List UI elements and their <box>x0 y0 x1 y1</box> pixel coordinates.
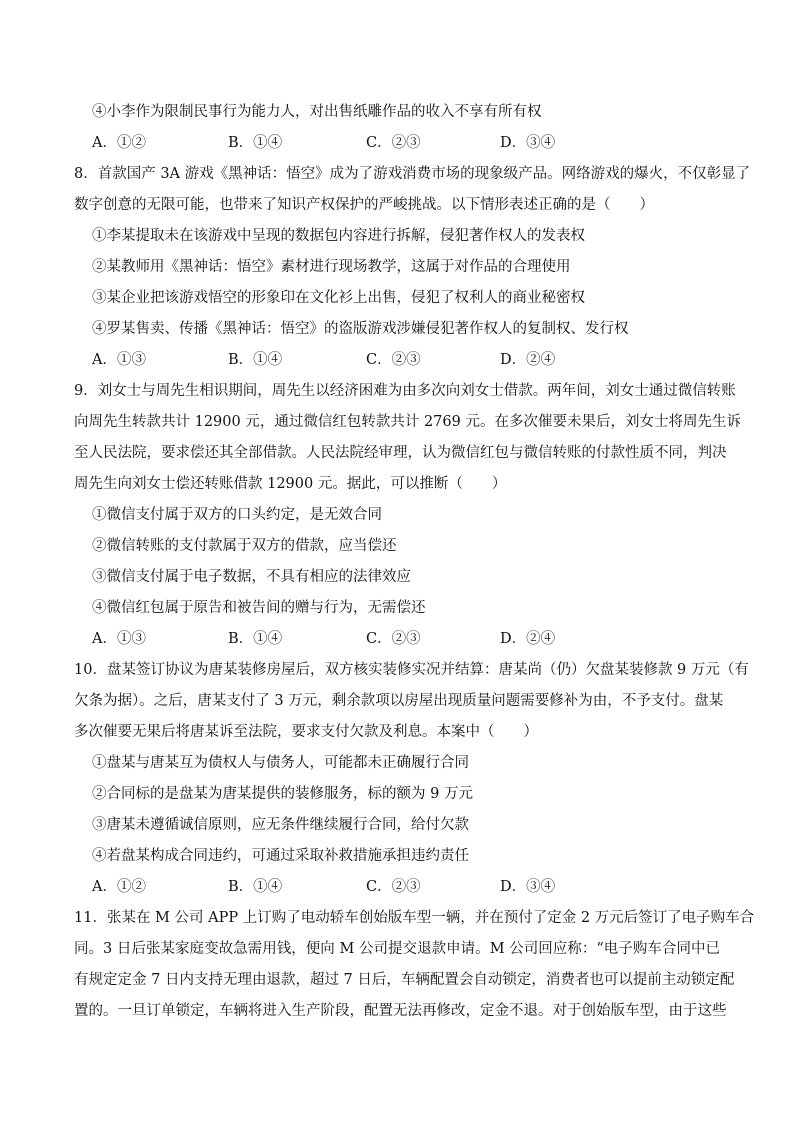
q10-option-b[interactable]: B．①④ <box>228 879 283 895</box>
q8-statement-3: ③某企业把该游戏悟空的形象印在文化衫上出售，侵犯了权利人的商业秘密权 <box>92 290 585 306</box>
q8-statement-4: ④罗某售卖、传播《黑神话：悟空》的盗版游戏涉嫌侵犯著作权人的复制权、发行权 <box>92 321 629 337</box>
q9-statement-2: ②微信转账的支付款属于双方的借款，应当偿还 <box>92 538 397 554</box>
q9-stem-line-1: 9．刘女士与周先生相识期间，周先生以经济困难为由多次向刘女士借款。两年间，刘女士通过微信转账 <box>74 383 736 399</box>
q9-statement-3: ③微信支付属于电子数据，不具有相应的法律效应 <box>92 569 411 585</box>
q11-stem-line-3: 有规定定金 7 日内支持无理由退款，超过 7 日后，车辆配置会自动锁定，消费者也可以提前主动锁定配 <box>74 972 735 988</box>
q10-stem-line-3: 多次催要无果后将唐某诉至法院，要求支付欠款及利息。本案中（ ） <box>74 724 538 740</box>
q9-option-a[interactable]: A．①③ <box>92 631 146 647</box>
q9-option-d[interactable]: D．②④ <box>500 631 556 647</box>
q8-statement-2: ②某教师用《黑神话：悟空》素材进行现场教学，这属于对作品的合理使用 <box>92 259 571 275</box>
q10-stem-line-2: 欠条为据）。之后，唐某支付了 3 万元，剩余款项以房屋出现质量问题需要修补为由，不予支付。盘某 <box>74 693 724 709</box>
q10-statement-2: ②合同标的是盘某为唐某提供的装修服务，标的额为 9 万元 <box>92 786 473 802</box>
option-c[interactable]: C．②③ <box>366 135 421 151</box>
q10-statement-1: ①盘某与唐某互为债权人与债务人，可能都未正确履行合同 <box>92 755 469 771</box>
q10-stem-line-1: 10．盘某签订协议为唐某装修房屋后，双方核实装修实况并结算：唐某尚（仍）欠盘某装修款 9 万元（有 <box>74 662 749 678</box>
q10-option-a[interactable]: A．①② <box>92 879 146 895</box>
q9-option-b[interactable]: B．①④ <box>228 631 283 647</box>
q9-stem-line-2: 向周先生转款共计 12900 元，通过微信红包转款共计 2769 元。在多次催要未果后，刘女士将周先生诉 <box>74 414 741 430</box>
option-d[interactable]: D．③④ <box>500 135 556 151</box>
q11-stem-line-2: 同。3 日后张某家庭变故急需用钱，便向 M 公司提交退款申请。M 公司回应称：“电子购车合同中已 <box>74 941 720 957</box>
q9-stem-line-3: 至人民法院，要求偿还其全部借款。人民法院经审理，认为微信红包与微信转账的付款性质不同，判决 <box>74 445 727 461</box>
q8-option-a[interactable]: A．①③ <box>92 352 146 368</box>
q9-option-c[interactable]: C．②③ <box>366 631 421 647</box>
q11-stem-line-4: 置的。一旦订单锁定，车辆将进入生产阶段，配置无法再修改，定金不退。对于创始版车型，由于这些 <box>74 1003 727 1019</box>
statement-4-top: ④小李作为限制民事行为能力人，对出售纸雕作品的收入不享有所有权 <box>92 104 542 120</box>
q8-option-d[interactable]: D．②④ <box>500 352 556 368</box>
q9-statement-1: ①微信支付属于双方的口头约定，是无效合同 <box>92 507 382 523</box>
q10-statement-4: ④若盘某构成合同违约，可通过采取补救措施承担违约责任 <box>92 848 469 864</box>
q10-statement-3: ③唐某未遵循诚信原则，应无条件继续履行合同，给付欠款 <box>92 817 469 833</box>
q8-stem-line-1: 8．首款国产 3A 游戏《黑神话：悟空》成为了游戏消费市场的现象级产品。网络游戏的爆火，不仅彰显了 <box>74 166 751 182</box>
q10-option-d[interactable]: D．③④ <box>500 879 556 895</box>
q8-statement-1: ①李某提取未在该游戏中呈现的数据包内容进行拆解，侵犯著作权人的发表权 <box>92 228 585 244</box>
q8-option-b[interactable]: B．①④ <box>228 352 283 368</box>
q9-statement-4: ④微信红包属于原告和被告间的赠与行为，无需偿还 <box>92 600 426 616</box>
q9-stem-line-4: 周先生向刘女士偿还转账借款 12900 元。据此，可以推断（ ） <box>74 476 507 492</box>
q11-stem-line-1: 11．张某在 M 公司 APP 上订购了电动轿车创始版车型一辆，并在预付了定金 2 万元后签订了电子购车合 <box>74 910 755 926</box>
option-b[interactable]: B．①④ <box>228 135 283 151</box>
option-a[interactable]: A．①② <box>92 135 146 151</box>
q8-stem-line-2: 数字创意的无限可能，也带来了知识产权保护的严峻挑战。以下情形表述正确的是（ ） <box>74 197 654 213</box>
q10-option-c[interactable]: C．②③ <box>366 879 421 895</box>
q8-option-c[interactable]: C．②③ <box>366 352 421 368</box>
